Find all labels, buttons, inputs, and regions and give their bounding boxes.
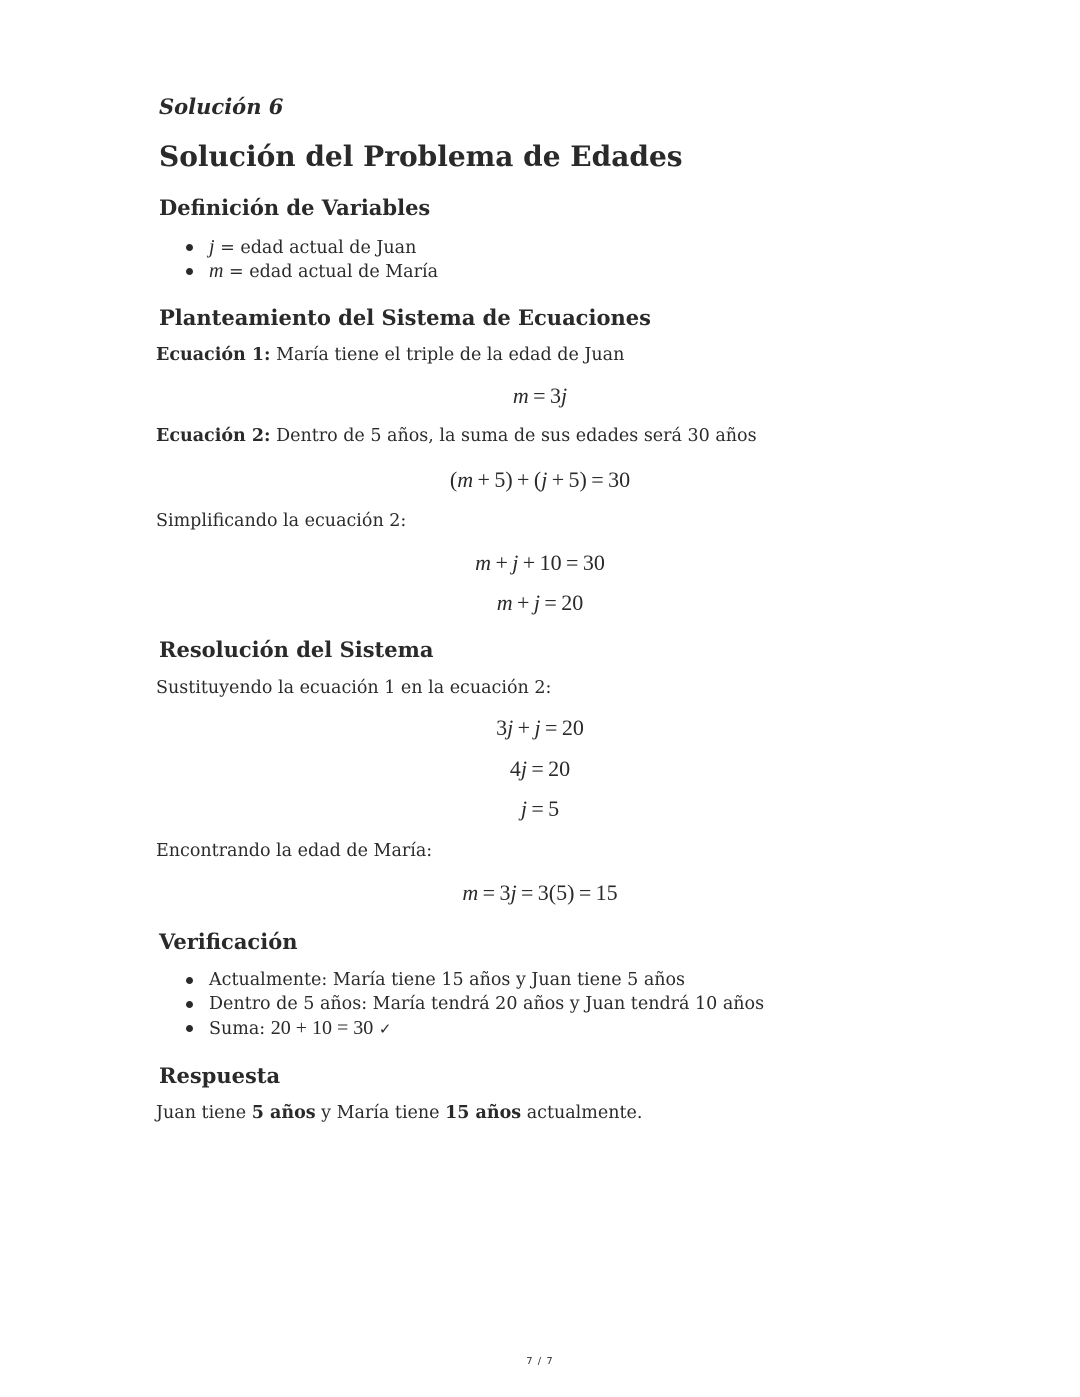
verification-sum-label: Suma: [209,1019,271,1039]
var-description: edad actual de María [249,262,439,282]
find-maria-text: Encontrando la edad de María: [156,841,433,861]
answer-heading: Respuesta [159,1063,281,1088]
equation-2-math: (m + 5) + (j + 5) = 30 [449,467,631,492]
verification-current: Actualmente: María tiene 15 años y Juan tiene 5 años [209,970,686,990]
list-item [186,992,764,1016]
verification-future: Dentro de 5 años: María tendrá 20 años y Juan tendrá 10 años [209,994,765,1014]
system-heading: Planteamiento del Sistema de Ecuaciones [159,305,651,330]
answer-maria-age: 15 años [445,1103,522,1123]
equation-1-label: Ecuación 1: [156,345,271,365]
equation-1-statement [156,345,624,365]
simplify-math-1: m + j + 10 = 30 [475,550,605,575]
simplify-math-2: m + j = 20 [496,590,584,615]
page-title: Solución del Problema de Edades [159,140,683,173]
list-item [186,259,438,283]
check-icon: ✓ [378,1020,392,1038]
simplify-text: Simplificando la ecuación 2: [156,511,407,531]
var-symbol: m [209,260,224,282]
answer-part: actualmente. [521,1103,643,1123]
definitions-heading: Definición de Variables [159,195,431,220]
equation-1-math: m = 3j [512,383,568,408]
resolution-math-3: j = 5 [520,796,560,821]
answer-text [156,1103,642,1123]
answer-juan-age: 5 años [251,1103,316,1123]
list-item [186,1016,764,1040]
verification-heading: Verificación [159,929,298,954]
list-item [186,235,438,259]
substitution-text: Sustituyendo la ecuación 1 en la ecuación 2: [156,678,552,698]
equals-sign: = [214,238,241,258]
var-symbol: j [209,236,215,258]
resolution-math-1: 3j + j = 20 [496,715,584,740]
equals-sign: = [223,262,250,282]
resolution-math-2: 4j = 20 [509,756,571,781]
var-description: edad actual de Juan [240,238,417,258]
equation-2-text: Dentro de 5 años, la suma de sus edades será 30 años [270,426,757,446]
solution-label: Solución 6 [159,94,284,119]
verification-list [186,968,764,1040]
verification-sum-math: 20 + 10 = 30 [270,1017,374,1039]
definitions-list [186,235,438,283]
answer-part: y María tiene [315,1103,446,1123]
page-number: 7 / 7 [526,1356,554,1367]
equation-1-text: María tiene el triple de la edad de Juan [270,345,625,365]
equation-2-statement [156,426,757,446]
resolution-heading: Resolución del Sistema [159,637,434,662]
list-item [186,968,764,992]
answer-part: Juan tiene [156,1103,252,1123]
resolution-math-4: m = 3j = 3(5) = 15 [462,880,618,905]
equation-2-label: Ecuación 2: [156,426,271,446]
